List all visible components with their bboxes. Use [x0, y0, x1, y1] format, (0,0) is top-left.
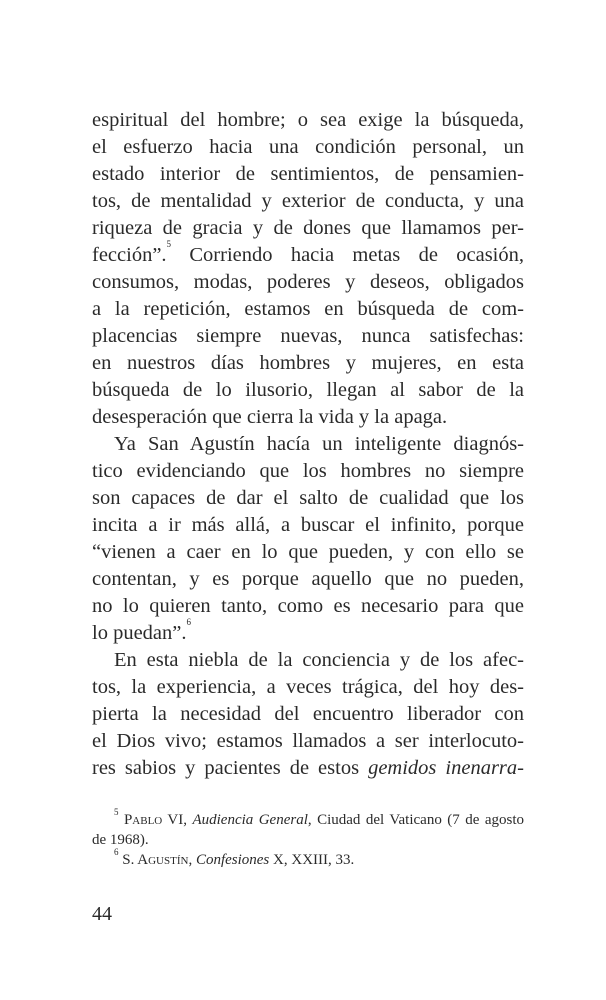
footnotes	[92, 807, 525, 870]
footnote-author: Pablo VI	[123, 812, 184, 828]
footnote-6	[92, 847, 524, 870]
text-segment: incita a ir más allá, a buscar el infinito, porque	[92, 514, 524, 536]
text-segment: el Dios vivo; estamos llamados a ser interlocuto-	[92, 730, 524, 752]
footnote-title: Confesiones	[195, 852, 270, 868]
text-segment: tos, la experiencia, a veces trágica, del hoy des-	[92, 676, 524, 698]
text-line	[92, 296, 524, 323]
footnote-separator: ,	[183, 812, 193, 828]
footnote-author: S. Agustín	[122, 852, 189, 868]
text-line	[92, 188, 524, 215]
text-line	[92, 350, 524, 377]
text-line	[92, 512, 524, 539]
text-segment: espiritual del hombre; o sea exige la búsqueda,	[92, 109, 524, 131]
text-line	[92, 323, 524, 350]
text-segment: res sabios y pacientes de estos	[92, 757, 369, 779]
text-line	[92, 269, 524, 296]
text-line	[92, 458, 524, 485]
text-segment: búsqueda de lo ilusorio, llegan al sabor de la	[92, 379, 524, 401]
text-segment: Ya San Agustín hacía un inteligente diagnós-	[114, 433, 524, 455]
page-number: 44	[92, 903, 112, 925]
text-line	[92, 647, 524, 674]
footnote-number: 5	[114, 807, 119, 817]
text-segment: tico evidenciando que los hombres no siempre	[92, 460, 524, 482]
text-segment: desesperación que cierra la vida y la apaga.	[92, 406, 448, 428]
text-segment: tos, de mentalidad y exterior de conducta, y una	[92, 190, 524, 212]
text-line	[92, 107, 524, 134]
text-line	[92, 485, 524, 512]
text-segment: En esta niebla de la conciencia y de los afec-	[114, 649, 524, 671]
text-line	[92, 566, 524, 593]
text-segment: estado interior de sentimientos, de pensamien-	[92, 163, 524, 185]
text-segment: no lo quieren tanto, como es necesario para que	[92, 595, 524, 617]
text-line	[92, 674, 524, 701]
text-segment: “vienen a caer en lo que pueden, y con ello se	[92, 541, 524, 563]
text-segment: en nuestros días hombres y mujeres, en esta	[92, 352, 524, 374]
footnote-5	[92, 807, 525, 850]
footnote-rest: X, XXIII, 33.	[269, 852, 355, 868]
text-segment: son capaces de dar el salto de cualidad que los	[92, 487, 524, 509]
text-segment: lo puedan”.	[92, 622, 187, 644]
text-line	[92, 161, 524, 188]
text-line	[92, 593, 524, 620]
text-segment: contentan, y es porque aquello que no pueden,	[92, 568, 524, 590]
text-segment: Corriendo hacia metas de ocasión,	[171, 244, 524, 266]
text-segment: pierta la necesidad del encuentro liberador con	[92, 703, 524, 725]
text-line	[92, 431, 524, 458]
text-segment: a la repetición, estamos en búsqueda de com-	[92, 298, 524, 320]
footnote-separator: ,	[188, 852, 196, 868]
text-line	[92, 539, 524, 566]
body-text	[92, 107, 524, 782]
text-line	[92, 134, 524, 161]
text-line	[92, 728, 524, 755]
text-line	[92, 617, 524, 647]
text-line	[92, 377, 524, 404]
text-segment: riqueza de gracia y de dones que llamamos per-	[92, 217, 524, 239]
text-segment: fección”.	[92, 244, 167, 266]
text-segment: el esfuerzo hacia una condición personal, un	[92, 136, 524, 158]
text-line	[92, 755, 524, 782]
text-line	[92, 239, 524, 269]
text-line	[92, 701, 524, 728]
text-segment: placencias siempre nuevas, nunca satisfechas:	[92, 325, 524, 347]
footnote-reference: 6	[186, 617, 191, 627]
footnote-title: Audiencia General	[192, 812, 308, 828]
italic-text: gemidos inenarra-	[368, 757, 524, 779]
footnote-rest: , Ciudad del Vaticano (7 de agosto de 1968).	[92, 812, 525, 848]
text-line	[92, 404, 524, 431]
footnote-number: 6	[114, 847, 119, 857]
footnote-reference: 5	[166, 239, 172, 249]
text-line	[92, 215, 524, 242]
text-segment: consumos, modas, poderes y deseos, obligados	[92, 271, 524, 293]
